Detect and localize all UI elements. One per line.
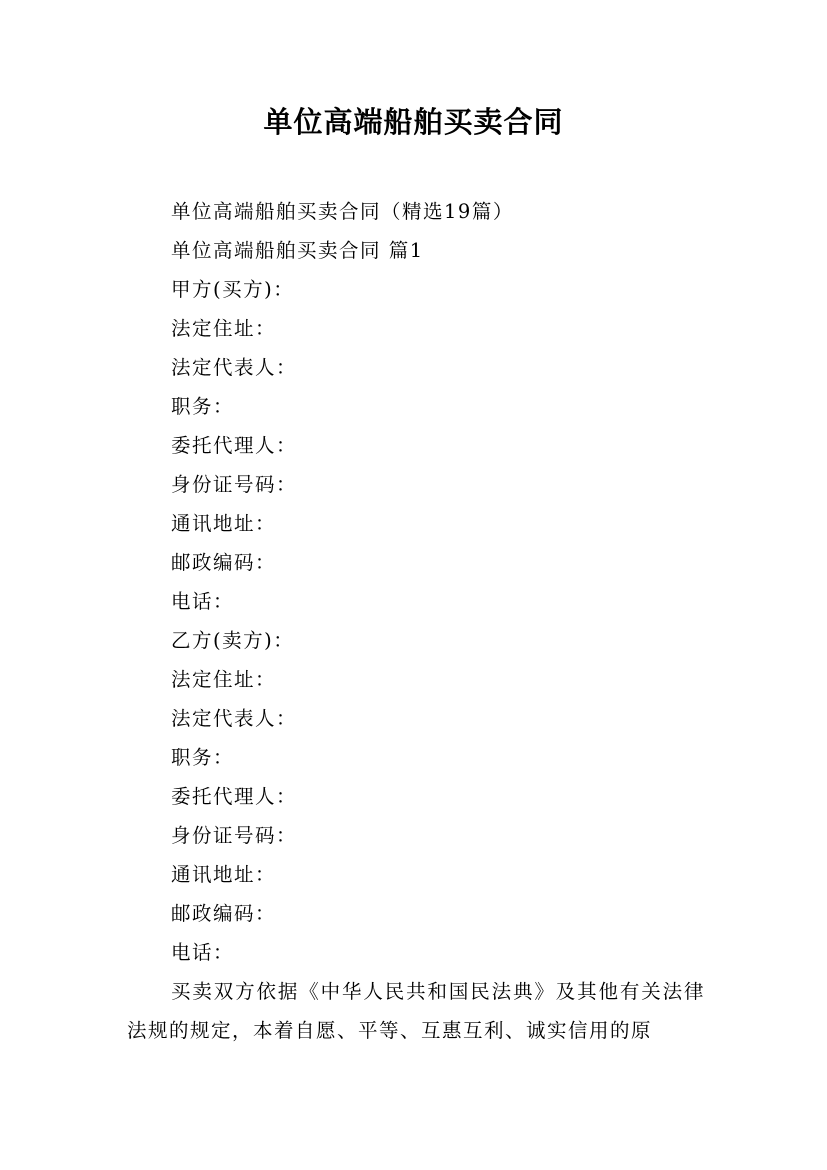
party-b-postcode-field: 邮政编码： bbox=[171, 902, 277, 925]
party-b-agent-field: 委托代理人： bbox=[171, 785, 298, 808]
party-a-heading: 甲方(买方)： bbox=[171, 278, 295, 301]
party-a-mail-address-field: 通讯地址： bbox=[171, 512, 277, 535]
party-a-postcode-field: 邮政编码： bbox=[171, 551, 277, 574]
party-b-id-field: 身份证号码： bbox=[171, 824, 298, 847]
party-b-legal-rep-field: 法定代表人： bbox=[171, 707, 298, 730]
party-b-heading: 乙方(卖方)： bbox=[171, 629, 295, 652]
party-b-address-field: 法定住址： bbox=[171, 668, 277, 691]
section-heading: 单位高端船舶买卖合同 篇1 bbox=[171, 239, 424, 262]
party-a-position-field: 职务： bbox=[171, 395, 235, 418]
document-title: 单位高端船舶买卖合同 bbox=[263, 105, 564, 139]
party-a-id-field: 身份证号码： bbox=[171, 473, 298, 496]
contract-preamble-paragraph: 买卖双方依据《中华人民共和国民法典》及其他有关法律法规的规定，本着自愿、平等、互惠互利、诚实信用的原 bbox=[127, 980, 705, 1042]
party-a-legal-rep-field: 法定代表人： bbox=[171, 356, 298, 379]
subtitle-line: 单位高端船舶买卖合同（精选19篇） bbox=[171, 200, 514, 223]
party-b-phone-field: 电话： bbox=[171, 941, 235, 964]
party-b-mail-address-field: 通讯地址： bbox=[171, 863, 277, 886]
party-a-phone-field: 电话： bbox=[171, 590, 235, 613]
party-a-agent-field: 委托代理人： bbox=[171, 434, 298, 457]
party-b-position-field: 职务： bbox=[171, 746, 235, 769]
document-body bbox=[0, 192, 827, 1050]
party-a-address-field: 法定住址： bbox=[171, 317, 277, 340]
